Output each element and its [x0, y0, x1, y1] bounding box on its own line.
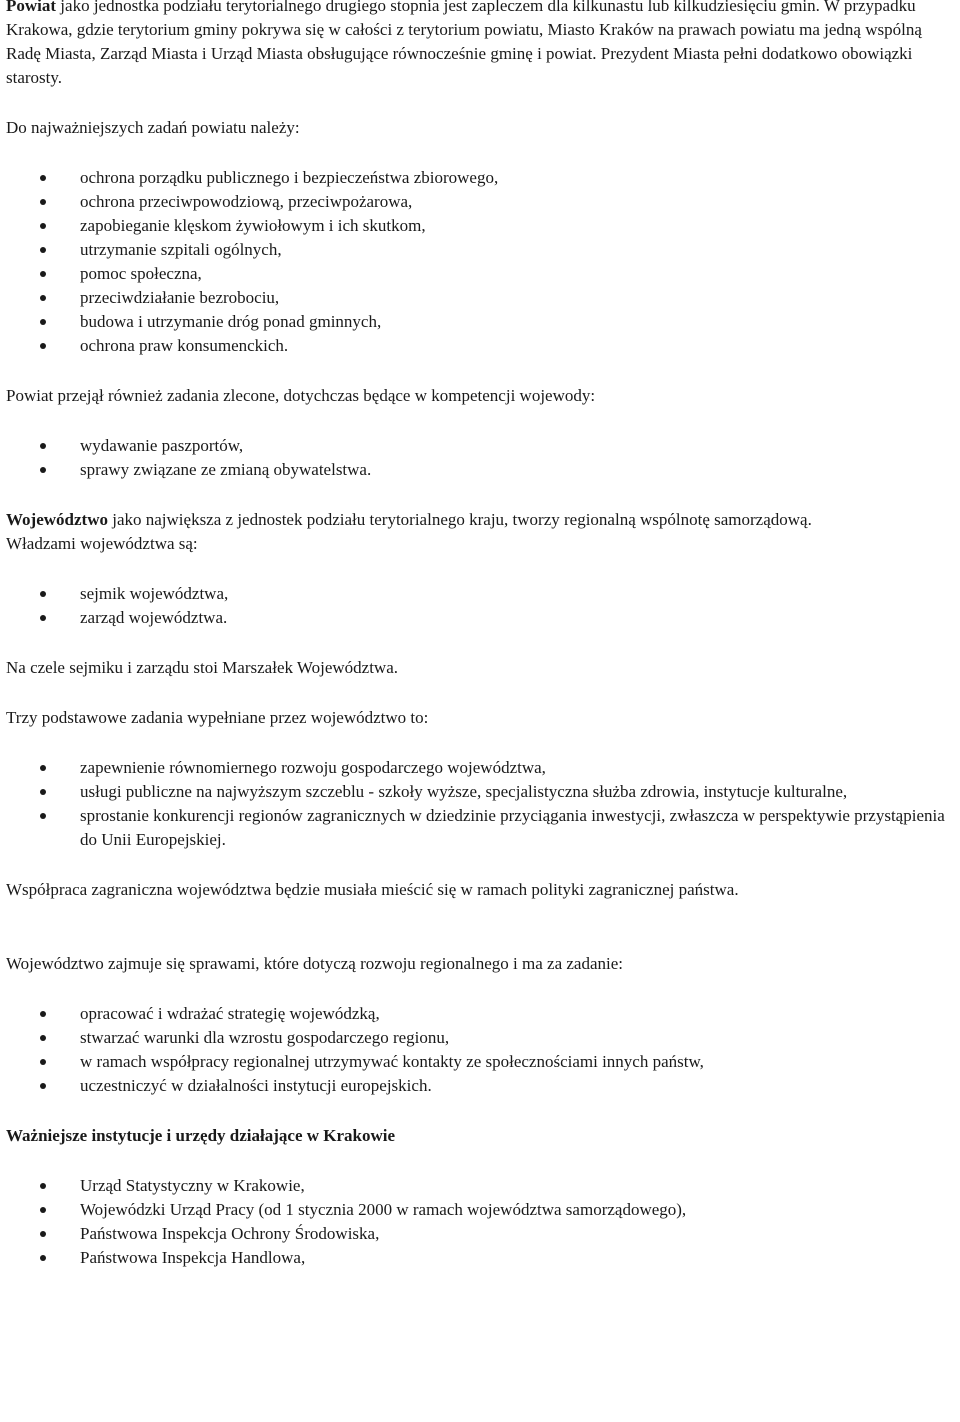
voivodeship-text: jako największa z jednostek podziału terytorialnego kraju, tworzy regionalną wspólnotę samorządową. [107, 510, 812, 529]
list-item: zarząd województwa. [6, 606, 954, 630]
list-item: ochrona porządku publicznego i bezpieczeństwa zbiorowego, [6, 166, 954, 190]
powiat-tasks-lead: Do najważniejszych zadań powiatu należy: [6, 118, 300, 137]
intro-paragraph [6, 0, 954, 90]
list-item: utrzymanie szpitali ogólnych, [6, 238, 954, 262]
voivodeship-tasks-lead: Trzy podstawowe zadania wypełniane przez województwo to: [6, 708, 429, 727]
voivodeship-paragraph [6, 508, 954, 532]
institutions-list [6, 1174, 954, 1270]
list-item: Państwowa Inspekcja Handlowa, [6, 1246, 954, 1270]
list-item: sprostanie konkurencji regionów zagranicznych w dziedzinie przyciągania inwestycji, zwłaszcza w perspektywie przystąpienia do Unii Europejskiej. [6, 804, 954, 852]
voivodeship-term: Województwo [6, 510, 108, 529]
list-item: sprawy związane ze zmianą obywatelstwa. [6, 458, 954, 482]
list-item: zapobieganie klęskom żywiołowym i ich skutkom, [6, 214, 954, 238]
list-item: wydawanie paszportów, [6, 434, 954, 458]
list-item: uczestniczyć w działalności instytucji europejskich. [6, 1074, 954, 1098]
regional-development-lead: Województwo zajmuje się sprawami, które dotyczą rozwoju regionalnego i ma za zadanie: [6, 954, 624, 973]
marshal-note: Na czele sejmiku i zarządu stoi Marszałek Województwa. [6, 658, 398, 677]
list-item: stwarzać warunki dla wzrostu gospodarczego regionu, [6, 1026, 954, 1050]
institutions-heading-text: Ważniejsze instytucje i urzędy działające w Krakowie [6, 1126, 396, 1145]
voivodeship-tasks-list [6, 756, 954, 852]
list-item: Państwowa Inspekcja Ochrony Środowiska, [6, 1222, 954, 1246]
list-item: ochrona praw konsumenckich. [6, 334, 954, 358]
authorities-lead: Władzami województwa są: [6, 534, 198, 553]
list-item: Urząd Statystyczny w Krakowie, [6, 1174, 954, 1198]
list-item: Wojewódzki Urząd Pracy (od 1 stycznia 2000 w ramach województwa samorządowego), [6, 1198, 954, 1222]
document-page [6, 0, 954, 1270]
list-item: zapewnienie równomiernego rozwoju gospodarczego województwa, [6, 756, 954, 780]
list-item: usługi publiczne na najwyższym szczeblu - szkoły wyższe, specjalistyczna służba zdrowia, instytucje kulturalne, [6, 780, 954, 804]
institutions-heading [6, 1124, 954, 1148]
delegated-tasks-lead: Powiat przejął również zadania zlecone, dotychczas będące w kompetencji wojewody: [6, 386, 596, 405]
list-item: przeciwdziałanie bezrobociu, [6, 286, 954, 310]
foreign-policy-note: Współpraca zagraniczna województwa będzie musiała mieścić się w ramach polityki zagranicznej państwa. [6, 880, 739, 899]
list-item: ochrona przeciwpowodziową, przeciwpożarowa, [6, 190, 954, 214]
list-item: opracować i wdrażać strategię wojewódzką, [6, 1002, 954, 1026]
intro-text: jako jednostka podziału terytorialnego drugiego stopnia jest zapleczem dla kilkunastu lub kilkudziesięciu gmin. W przypadku Krakowa, gdzie terytorium gminy pokrywa się w całości z terytorium powiatu, Miasto Kraków na prawach powiatu ma jedną wspólną Radę Miasta, Zarząd Miasta i Urząd Miasta obsługujące równocześnie gminę i powiat. Prezydent Miasta pełni dodatkowo obowiązki starosty. [6, 0, 922, 87]
authorities-list [6, 582, 954, 630]
list-item: w ramach współpracy regionalnej utrzymywać kontakty ze społecznościami innych państw, [6, 1050, 954, 1074]
list-item: sejmik województwa, [6, 582, 954, 606]
list-item: budowa i utrzymanie dróg ponad gminnych, [6, 310, 954, 334]
list-item: pomoc społeczna, [6, 262, 954, 286]
delegated-tasks-list [6, 434, 954, 482]
powiat-tasks-list [6, 166, 954, 358]
intro-term: Powiat [6, 0, 57, 15]
regional-development-list [6, 1002, 954, 1098]
